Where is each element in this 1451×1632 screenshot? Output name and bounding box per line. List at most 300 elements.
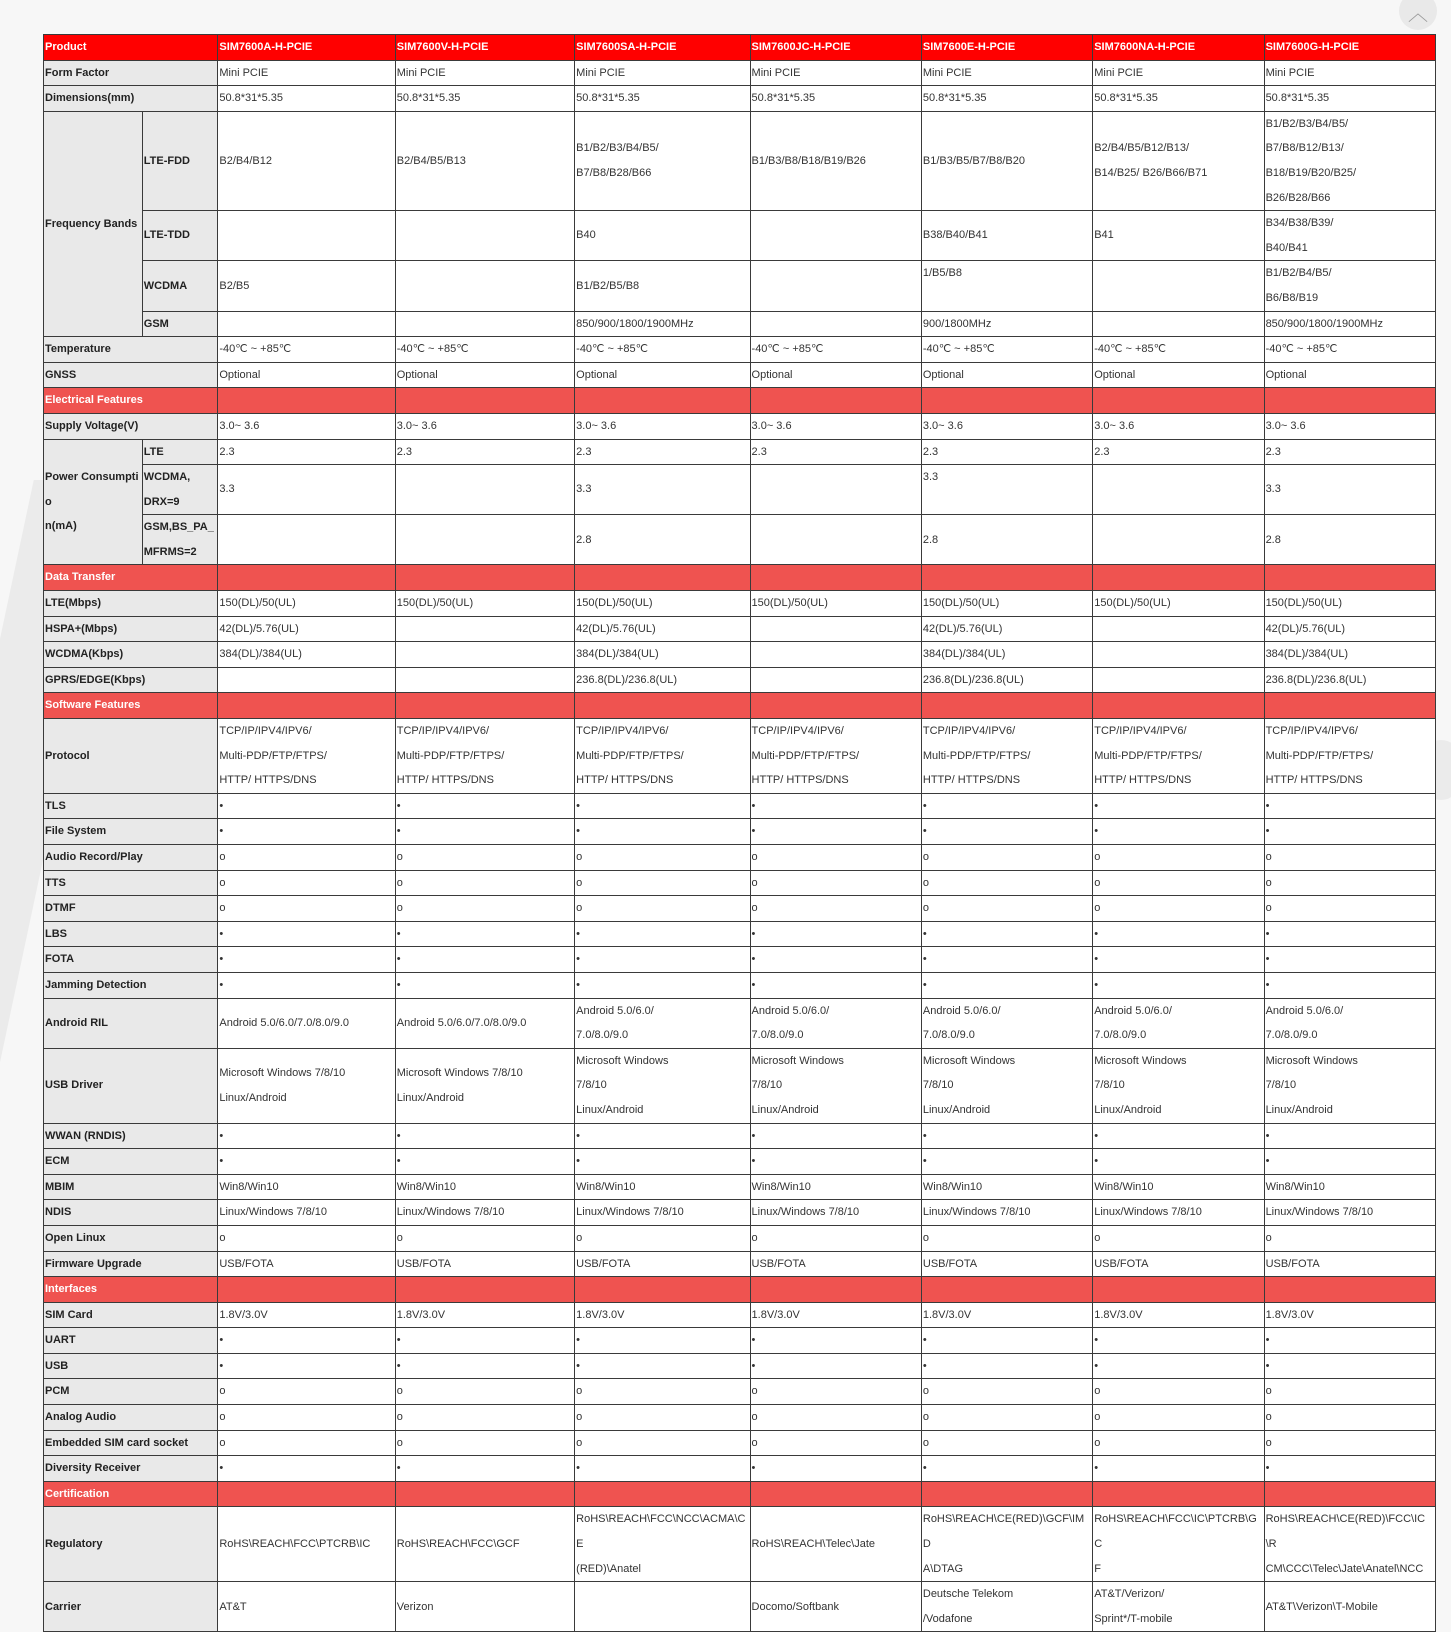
value-cell: 3.0~ 3.6: [575, 413, 750, 439]
row-label: FOTA: [44, 947, 218, 973]
table-row: [44, 261, 1436, 311]
value-cell: [218, 211, 395, 261]
column-header-model: SIM7600A-H-PCIE: [218, 35, 395, 61]
value-cell: •: [218, 1123, 395, 1149]
section-title: Data Transfer: [44, 565, 218, 591]
value-cell: 2.8: [921, 515, 1092, 565]
row-label: Form Factor: [44, 60, 218, 86]
section-filler-cell: [1264, 693, 1435, 719]
section-filler-cell: [750, 565, 921, 591]
value-cell: •: [1093, 793, 1264, 819]
section-filler-cell: [1093, 693, 1264, 719]
value-cell: Optional: [750, 362, 921, 388]
value-cell: •: [1093, 1456, 1264, 1482]
table-header-row: [44, 35, 1436, 61]
value-cell: AT&T: [218, 1582, 395, 1632]
value-cell: o: [921, 1430, 1092, 1456]
value-cell: 3.3: [1264, 465, 1435, 515]
table-row: [44, 111, 1436, 210]
column-header-model: SIM7600E-H-PCIE: [921, 35, 1092, 61]
sub-label: WCDMA, DRX=9: [142, 465, 218, 515]
value-cell: [750, 667, 921, 693]
value-cell: 3.0~ 3.6: [1093, 413, 1264, 439]
section-filler-cell: [750, 693, 921, 719]
value-cell: 1.8V/3.0V: [750, 1302, 921, 1328]
section-filler-cell: [921, 565, 1092, 591]
value-cell: Android 5.0/6.0/ 7.0/8.0/9.0: [921, 998, 1092, 1048]
value-cell: •: [921, 819, 1092, 845]
table-row: [44, 311, 1436, 337]
value-cell: 150(DL)/50(UL): [1264, 591, 1435, 617]
value-cell: Deutsche Telekom /Vodafone: [921, 1582, 1092, 1632]
table-row: [44, 60, 1436, 86]
value-cell: [218, 667, 395, 693]
value-cell: [395, 515, 574, 565]
section-filler-cell: [395, 388, 574, 414]
value-cell: o: [395, 1405, 574, 1431]
value-cell: [218, 515, 395, 565]
value-cell: o: [1264, 1430, 1435, 1456]
value-cell: Mini PCIE: [575, 60, 750, 86]
value-cell: o: [395, 1379, 574, 1405]
table-row: [44, 1302, 1436, 1328]
row-label: USB Driver: [44, 1048, 218, 1123]
value-cell: •: [218, 1328, 395, 1354]
value-cell: TCP/IP/IPV4/IPV6/ Multi-PDP/FTP/FTPS/ HTTP/ HTTPS/DNS: [395, 719, 574, 794]
value-cell: o: [575, 896, 750, 922]
value-cell: Win8/Win10: [750, 1174, 921, 1200]
value-cell: Linux/Windows 7/8/10: [1264, 1200, 1435, 1226]
value-cell: USB/FOTA: [218, 1251, 395, 1277]
value-cell: 1.8V/3.0V: [575, 1302, 750, 1328]
value-cell: •: [750, 1149, 921, 1175]
value-cell: [750, 261, 921, 311]
value-cell: •: [575, 1328, 750, 1354]
value-cell: RoHS\REACH\CE(RED)\FCC\IC\R CM\CCC\Telec\Jate\Anatel\NCC: [1264, 1507, 1435, 1582]
value-cell: o: [218, 870, 395, 896]
value-cell: [575, 1582, 750, 1632]
value-cell: 1.8V/3.0V: [395, 1302, 574, 1328]
section-filler-cell: [750, 1481, 921, 1507]
value-cell: Android 5.0/6.0/7.0/8.0/9.0: [395, 998, 574, 1048]
section-filler-cell: [921, 388, 1092, 414]
section-filler-cell: [1093, 1481, 1264, 1507]
value-cell: [1093, 515, 1264, 565]
value-cell: •: [218, 921, 395, 947]
value-cell: o: [921, 1225, 1092, 1251]
value-cell: USB/FOTA: [575, 1251, 750, 1277]
value-cell: o: [1264, 896, 1435, 922]
table-row: [44, 1174, 1436, 1200]
value-cell: -40℃ ~ +85℃: [395, 337, 574, 363]
section-filler-cell: [921, 693, 1092, 719]
value-cell: TCP/IP/IPV4/IPV6/ Multi-PDP/FTP/FTPS/ HTTP/ HTTPS/DNS: [575, 719, 750, 794]
value-cell: Microsoft Windows 7/8/10 Linux/Android: [921, 1048, 1092, 1123]
table-row: [44, 616, 1436, 642]
value-cell: •: [218, 1149, 395, 1175]
row-label: GNSS: [44, 362, 218, 388]
value-cell: •: [575, 819, 750, 845]
value-cell: -40℃ ~ +85℃: [921, 337, 1092, 363]
table-row: [44, 1123, 1436, 1149]
value-cell: o: [575, 1430, 750, 1456]
section-title: Interfaces: [44, 1277, 218, 1303]
table-row: [44, 1430, 1436, 1456]
value-cell: •: [921, 1123, 1092, 1149]
value-cell: o: [395, 1430, 574, 1456]
value-cell: [750, 465, 921, 515]
value-cell: 2.3: [218, 439, 395, 465]
table-row: [44, 1328, 1436, 1354]
table-row: [44, 1379, 1436, 1405]
section-header-row: [44, 1277, 1436, 1303]
value-cell: TCP/IP/IPV4/IPV6/ Multi-PDP/FTP/FTPS/ HTTP/ HTTPS/DNS: [921, 719, 1092, 794]
value-cell: B1/B2/B4/B5/ B6/B8/B19: [1264, 261, 1435, 311]
value-cell: •: [1093, 947, 1264, 973]
value-cell: •: [218, 819, 395, 845]
value-cell: B34/B38/B39/ B40/B41: [1264, 211, 1435, 261]
spec-table-container: [43, 34, 1436, 1632]
table-row: [44, 1048, 1436, 1123]
value-cell: 3.0~ 3.6: [921, 413, 1092, 439]
value-cell: RoHS\REACH\Telec\Jate: [750, 1507, 921, 1582]
value-cell: o: [575, 845, 750, 871]
value-cell: •: [575, 972, 750, 998]
value-cell: RoHS\REACH\FCC\GCF: [395, 1507, 574, 1582]
row-label: ECM: [44, 1149, 218, 1175]
value-cell: [395, 616, 574, 642]
row-label: GPRS/EDGE(Kbps): [44, 667, 218, 693]
value-cell: •: [218, 947, 395, 973]
value-cell: •: [921, 972, 1092, 998]
section-filler-cell: [218, 693, 395, 719]
value-cell: Linux/Windows 7/8/10: [575, 1200, 750, 1226]
value-cell: -40℃ ~ +85℃: [1093, 337, 1264, 363]
value-cell: 2.8: [575, 515, 750, 565]
value-cell: Android 5.0/6.0/ 7.0/8.0/9.0: [750, 998, 921, 1048]
value-cell: o: [750, 1379, 921, 1405]
value-cell: 42(DL)/5.76(UL): [218, 616, 395, 642]
value-cell: 150(DL)/50(UL): [395, 591, 574, 617]
value-cell: 2.3: [921, 439, 1092, 465]
value-cell: 3.0~ 3.6: [1264, 413, 1435, 439]
value-cell: o: [395, 896, 574, 922]
value-cell: [395, 465, 574, 515]
table-row: [44, 1225, 1436, 1251]
value-cell: TCP/IP/IPV4/IPV6/ Multi-PDP/FTP/FTPS/ HTTP/ HTTPS/DNS: [750, 719, 921, 794]
value-cell: 1.8V/3.0V: [1264, 1302, 1435, 1328]
chevron-up-icon: ︿: [1408, 2, 1428, 25]
value-cell: 850/900/1800/1900MHz: [575, 311, 750, 337]
section-filler-cell: [921, 1277, 1092, 1303]
row-label: MBIM: [44, 1174, 218, 1200]
table-row: [44, 921, 1436, 947]
row-label: Embedded SIM card socket: [44, 1430, 218, 1456]
section-filler-cell: [218, 565, 395, 591]
value-cell: B2/B4/B5/B13: [395, 111, 574, 210]
value-cell: Win8/Win10: [1093, 1174, 1264, 1200]
table-row: [44, 947, 1436, 973]
value-cell: o: [1093, 1379, 1264, 1405]
table-row: [44, 972, 1436, 998]
column-header-model: SIM7600V-H-PCIE: [395, 35, 574, 61]
value-cell: 50.8*31*5.35: [921, 86, 1092, 112]
value-cell: B2/B4/B12: [218, 111, 395, 210]
value-cell: o: [1264, 845, 1435, 871]
value-cell: 150(DL)/50(UL): [921, 591, 1092, 617]
value-cell: B2/B4/B5/B12/B13/ B14/B25/ B26/B66/B71: [1093, 111, 1264, 210]
value-cell: USB/FOTA: [395, 1251, 574, 1277]
value-cell: B1/B3/B5/B7/B8/B20: [921, 111, 1092, 210]
value-cell: •: [750, 921, 921, 947]
value-cell: o: [750, 1430, 921, 1456]
value-cell: •: [750, 1353, 921, 1379]
table-row: [44, 896, 1436, 922]
value-cell: o: [1093, 896, 1264, 922]
column-header-model: SIM7600NA-H-PCIE: [1093, 35, 1264, 61]
section-filler-cell: [921, 1481, 1092, 1507]
value-cell: Android 5.0/6.0/7.0/8.0/9.0: [218, 998, 395, 1048]
value-cell: o: [921, 845, 1092, 871]
table-row: [44, 86, 1436, 112]
value-cell: [395, 667, 574, 693]
sub-label: GSM: [142, 311, 218, 337]
value-cell: -40℃ ~ +85℃: [1264, 337, 1435, 363]
row-label: SIM Card: [44, 1302, 218, 1328]
value-cell: •: [1264, 1149, 1435, 1175]
value-cell: •: [1093, 1123, 1264, 1149]
column-header-product: Product: [44, 35, 218, 61]
value-cell: 150(DL)/50(UL): [575, 591, 750, 617]
value-cell: 150(DL)/50(UL): [750, 591, 921, 617]
value-cell: 384(DL)/384(UL): [575, 642, 750, 668]
value-cell: o: [395, 845, 574, 871]
value-cell: •: [921, 921, 1092, 947]
value-cell: •: [1093, 819, 1264, 845]
value-cell: •: [395, 1123, 574, 1149]
value-cell: •: [921, 947, 1092, 973]
row-label: TTS: [44, 870, 218, 896]
section-filler-cell: [1264, 388, 1435, 414]
value-cell: RoHS\REACH\CE(RED)\GCF\IMD A\DTAG: [921, 1507, 1092, 1582]
value-cell: •: [1264, 1456, 1435, 1482]
value-cell: 50.8*31*5.35: [395, 86, 574, 112]
value-cell: [1093, 261, 1264, 311]
section-filler-cell: [575, 1481, 750, 1507]
value-cell: •: [395, 793, 574, 819]
value-cell: B1/B3/B8/B18/B19/B26: [750, 111, 921, 210]
value-cell: o: [921, 1405, 1092, 1431]
section-header-row: [44, 388, 1436, 414]
value-cell: •: [750, 793, 921, 819]
sub-label: LTE-TDD: [142, 211, 218, 261]
value-cell: Mini PCIE: [1264, 60, 1435, 86]
value-cell: •: [395, 921, 574, 947]
row-label: Android RIL: [44, 998, 218, 1048]
row-label: Carrier: [44, 1582, 218, 1632]
value-cell: 42(DL)/5.76(UL): [575, 616, 750, 642]
value-cell: •: [750, 1456, 921, 1482]
value-cell: •: [395, 972, 574, 998]
value-cell: •: [750, 972, 921, 998]
value-cell: •: [1093, 1328, 1264, 1354]
row-label: USB: [44, 1353, 218, 1379]
value-cell: o: [750, 870, 921, 896]
value-cell: •: [575, 1123, 750, 1149]
column-header-model: SIM7600SA-H-PCIE: [575, 35, 750, 61]
table-row: [44, 1353, 1436, 1379]
value-cell: o: [921, 1379, 1092, 1405]
value-cell: [750, 642, 921, 668]
value-cell: AT&T/Verizon/ Sprint*/T-mobile: [1093, 1582, 1264, 1632]
value-cell: 150(DL)/50(UL): [218, 591, 395, 617]
value-cell: •: [575, 1149, 750, 1175]
scroll-to-top-button[interactable]: [1399, 0, 1437, 30]
row-label: Dimensions(mm): [44, 86, 218, 112]
row-label: LTE(Mbps): [44, 591, 218, 617]
value-cell: •: [218, 1353, 395, 1379]
value-cell: o: [1093, 1225, 1264, 1251]
value-cell: 2.3: [1264, 439, 1435, 465]
value-cell: [395, 311, 574, 337]
row-label: WWAN (RNDIS): [44, 1123, 218, 1149]
section-title: Certification: [44, 1481, 218, 1507]
section-filler-cell: [575, 565, 750, 591]
value-cell: o: [218, 896, 395, 922]
value-cell: Linux/Windows 7/8/10: [1093, 1200, 1264, 1226]
value-cell: 236.8(DL)/236.8(UL): [921, 667, 1092, 693]
value-cell: •: [395, 819, 574, 845]
value-cell: 50.8*31*5.35: [1093, 86, 1264, 112]
value-cell: [750, 211, 921, 261]
value-cell: USB/FOTA: [1264, 1251, 1435, 1277]
value-cell: [218, 311, 395, 337]
table-row: [44, 642, 1436, 668]
value-cell: Android 5.0/6.0/ 7.0/8.0/9.0: [575, 998, 750, 1048]
value-cell: -40℃ ~ +85℃: [575, 337, 750, 363]
value-cell: USB/FOTA: [750, 1251, 921, 1277]
value-cell: •: [395, 1149, 574, 1175]
value-cell: •: [1093, 921, 1264, 947]
value-cell: 1.8V/3.0V: [1093, 1302, 1264, 1328]
table-row: [44, 1507, 1436, 1582]
value-cell: 3.3: [921, 465, 1092, 515]
row-label: Firmware Upgrade: [44, 1251, 218, 1277]
value-cell: •: [921, 1149, 1092, 1175]
value-cell: Android 5.0/6.0/ 7.0/8.0/9.0: [1093, 998, 1264, 1048]
value-cell: o: [750, 845, 921, 871]
value-cell: 236.8(DL)/236.8(UL): [575, 667, 750, 693]
value-cell: Linux/Windows 7/8/10: [921, 1200, 1092, 1226]
section-title: Electrical Features: [44, 388, 218, 414]
section-filler-cell: [1264, 1481, 1435, 1507]
spec-table: [43, 34, 1436, 1632]
value-cell: 42(DL)/5.76(UL): [1264, 616, 1435, 642]
value-cell: 50.8*31*5.35: [575, 86, 750, 112]
value-cell: o: [218, 1225, 395, 1251]
section-filler-cell: [1093, 388, 1264, 414]
table-row: [44, 515, 1436, 565]
value-cell: 1/B5/B8: [921, 261, 1092, 311]
sub-label: LTE-FDD: [142, 111, 218, 210]
section-filler-cell: [395, 565, 574, 591]
value-cell: TCP/IP/IPV4/IPV6/ Multi-PDP/FTP/FTPS/ HTTP/ HTTPS/DNS: [1264, 719, 1435, 794]
value-cell: •: [395, 1353, 574, 1379]
value-cell: •: [1264, 921, 1435, 947]
row-label: Diversity Receiver: [44, 1456, 218, 1482]
row-label: DTMF: [44, 896, 218, 922]
value-cell: Linux/Windows 7/8/10: [218, 1200, 395, 1226]
value-cell: o: [218, 1405, 395, 1431]
value-cell: 2.3: [1093, 439, 1264, 465]
value-cell: 1.8V/3.0V: [921, 1302, 1092, 1328]
row-label: HSPA+(Mbps): [44, 616, 218, 642]
value-cell: o: [1093, 1405, 1264, 1431]
value-cell: o: [1093, 1430, 1264, 1456]
row-label: LBS: [44, 921, 218, 947]
section-filler-cell: [218, 388, 395, 414]
table-row: [44, 819, 1436, 845]
value-cell: •: [921, 793, 1092, 819]
value-cell: TCP/IP/IPV4/IPV6/ Multi-PDP/FTP/FTPS/ HTTP/ HTTPS/DNS: [1093, 719, 1264, 794]
value-cell: o: [921, 896, 1092, 922]
value-cell: -40℃ ~ +85℃: [218, 337, 395, 363]
value-cell: •: [575, 1456, 750, 1482]
value-cell: [750, 311, 921, 337]
value-cell: o: [1264, 1225, 1435, 1251]
sub-label: LTE: [142, 439, 218, 465]
value-cell: Optional: [395, 362, 574, 388]
value-cell: RoHS\REACH\FCC\PTCRB\IC: [218, 1507, 395, 1582]
value-cell: 2.3: [750, 439, 921, 465]
value-cell: Win8/Win10: [575, 1174, 750, 1200]
value-cell: [395, 211, 574, 261]
row-label: Jamming Detection: [44, 972, 218, 998]
row-label: NDIS: [44, 1200, 218, 1226]
table-row: [44, 413, 1436, 439]
table-row: [44, 337, 1436, 363]
value-cell: o: [575, 1405, 750, 1431]
value-cell: Optional: [921, 362, 1092, 388]
value-cell: •: [750, 819, 921, 845]
value-cell: B2/B5: [218, 261, 395, 311]
value-cell: [1093, 465, 1264, 515]
value-cell: B38/B40/B41: [921, 211, 1092, 261]
table-row: [44, 845, 1436, 871]
table-row: [44, 1200, 1436, 1226]
value-cell: Mini PCIE: [218, 60, 395, 86]
value-cell: •: [575, 921, 750, 947]
section-title: Software Features: [44, 693, 218, 719]
value-cell: Mini PCIE: [395, 60, 574, 86]
value-cell: •: [1264, 947, 1435, 973]
value-cell: [1093, 667, 1264, 693]
section-header-row: [44, 693, 1436, 719]
table-row: [44, 793, 1436, 819]
value-cell: [1093, 616, 1264, 642]
value-cell: Optional: [1093, 362, 1264, 388]
section-filler-cell: [395, 1481, 574, 1507]
row-label: Temperature: [44, 337, 218, 363]
section-header-row: [44, 1481, 1436, 1507]
value-cell: Docomo/Softbank: [750, 1582, 921, 1632]
value-cell: Microsoft Windows 7/8/10 Linux/Android: [750, 1048, 921, 1123]
value-cell: Mini PCIE: [1093, 60, 1264, 86]
value-cell: Verizon: [395, 1582, 574, 1632]
value-cell: •: [1093, 1149, 1264, 1175]
value-cell: TCP/IP/IPV4/IPV6/ Multi-PDP/FTP/FTPS/ HTTP/ HTTPS/DNS: [218, 719, 395, 794]
value-cell: Microsoft Windows 7/8/10 Linux/Android: [218, 1048, 395, 1123]
